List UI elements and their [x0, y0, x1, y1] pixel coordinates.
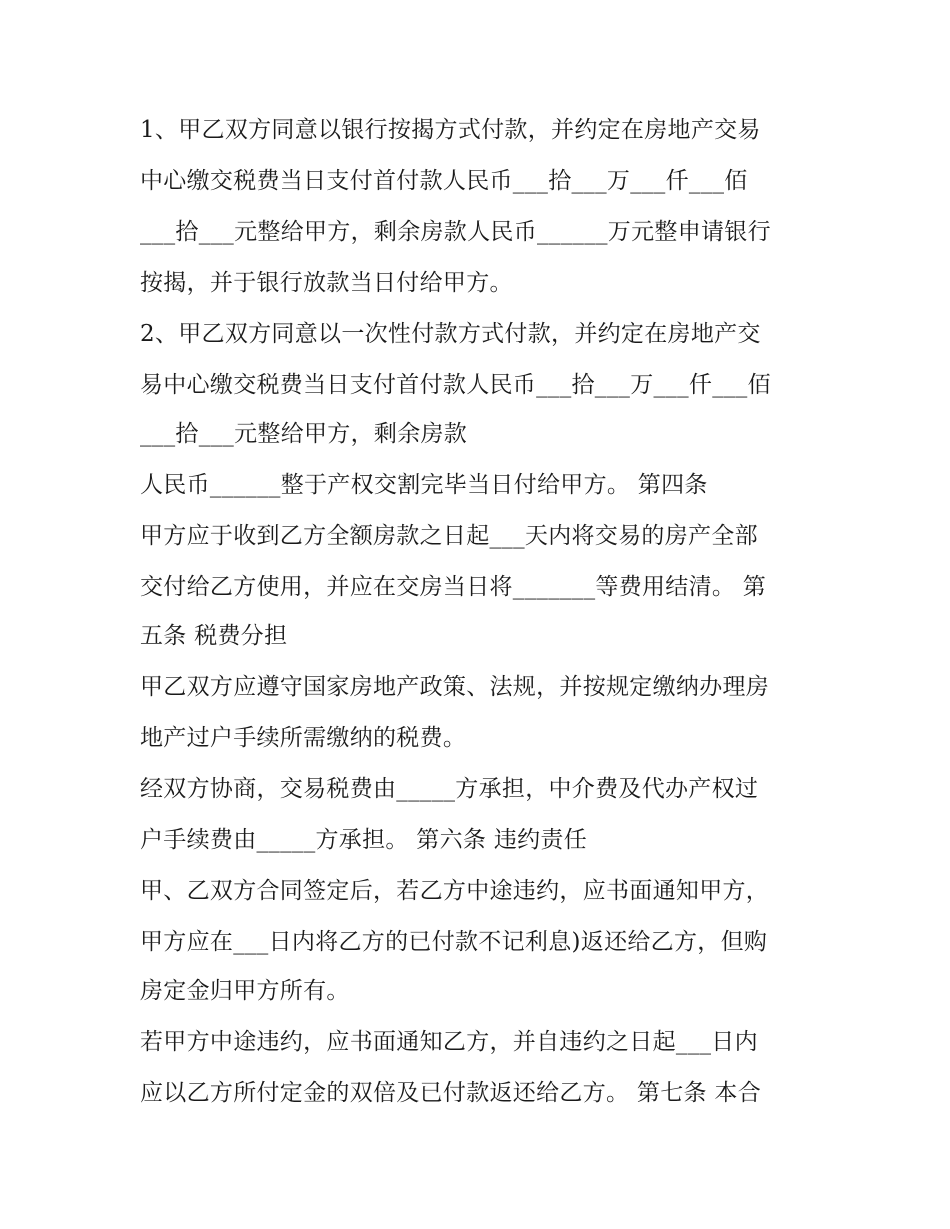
text-line-18: 房定金归甲方所有。 [140, 978, 350, 1004]
text-line-3: ___拾___元整给甲方，剩余房款人民币______万元整申请银行 [140, 219, 771, 245]
text-line-6: 易中心缴交税费当日支付首付款人民币___拾___万___仟___佰 [140, 372, 771, 398]
text-line-5: 2、甲乙双方同意以一次性付款方式付款，并约定在房地产交 [140, 321, 761, 347]
text-line-11: 五条 税费分担 [140, 623, 288, 649]
text-line-8: 人民币______整于产权交割完毕当日付给甲方。 第四条 [140, 472, 708, 498]
text-line-20: 应以乙方所付定金的双倍及已付款返还给乙方。 第七条 本合 [140, 1080, 762, 1106]
text-line-9: 甲方应于收到乙方全额房款之日起___天内将交易的房产全部 [140, 523, 758, 549]
text-line-13: 地产过户手续所需缴纳的税费。 [140, 725, 467, 751]
text-line-19: 若甲方中途违约，应书面通知乙方，并自违约之日起___日内 [140, 1029, 758, 1055]
text-line-12: 甲乙双方应遵守国家房地产政策、法规，并按规定缴纳办理房 [140, 674, 770, 700]
text-line-1: 1、甲乙双方同意以银行按揭方式付款，并约定在房地产交易 [140, 117, 761, 143]
text-line-7: ___拾___元整给甲方，剩余房款 [140, 421, 468, 447]
text-line-4: 按揭，并于银行放款当日付给甲方。 [140, 270, 513, 296]
text-line-17: 甲方应在___日内将乙方的已付款不记利息)返还给乙方，但购 [140, 929, 768, 955]
text-line-14: 经双方协商，交易税费由_____方承担，中介费及代办产权过 [140, 776, 759, 802]
text-line-10: 交付给乙方使用，并应在交房当日将_______等费用结清。 第 [140, 574, 767, 600]
text-line-15: 户手续费由_____方承担。 第六条 违约责任 [140, 827, 588, 853]
text-line-16: 甲、乙双方合同签定后，若乙方中途违约，应书面通知甲方， [140, 878, 770, 904]
text-line-2: 中心缴交税费当日支付首付款人民币___拾___万___仟___佰 [140, 168, 748, 194]
